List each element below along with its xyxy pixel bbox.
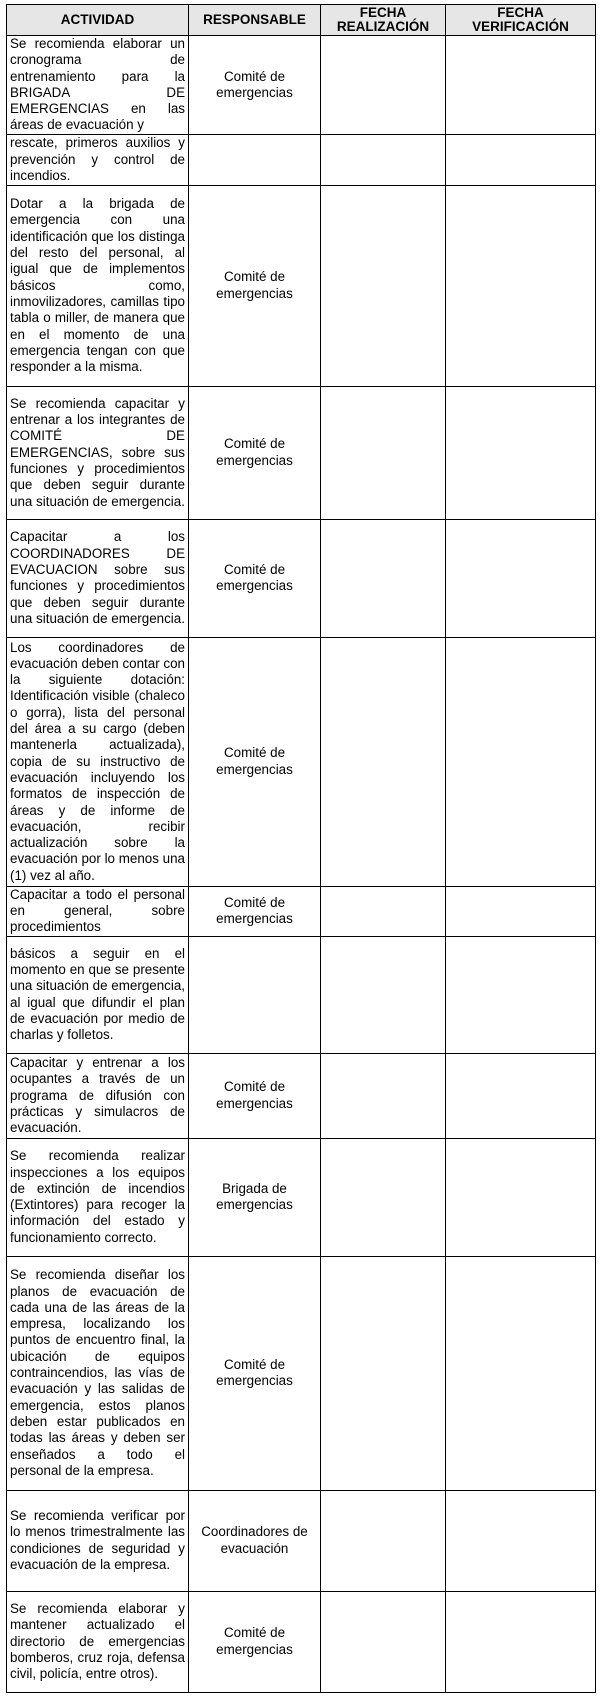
responsible-cell: [189, 936, 321, 1053]
header-row: [7, 5, 596, 36]
date-done-cell[interactable]: [321, 637, 446, 886]
responsible-cell: Comité de emergencias: [189, 1591, 321, 1692]
table-row: [7, 1138, 596, 1256]
date-verified-cell[interactable]: [446, 1490, 596, 1591]
table-row: [7, 519, 596, 637]
date-done-cell[interactable]: [321, 936, 446, 1053]
date-verified-cell[interactable]: [446, 1053, 596, 1138]
responsible-cell: Comité de emergencias: [189, 519, 321, 637]
activity-cell: básicos a seguir en el momento en que se presente una situación de emergencia, al igual que difundir el plan de evacuación por medio de charlas y folletos.: [7, 936, 189, 1053]
table-row: [7, 36, 596, 135]
responsible-cell: [189, 134, 321, 185]
date-verified-cell[interactable]: [446, 1138, 596, 1256]
date-verified-cell[interactable]: [446, 386, 596, 519]
table-row: [7, 637, 596, 886]
responsible-cell: Comité de emergencias: [189, 185, 321, 386]
date-done-cell[interactable]: [321, 1591, 446, 1692]
activity-table: [6, 4, 596, 1693]
table-row: [7, 1256, 596, 1490]
activity-cell: Capacitar a todo el personal en general, sobre procedimientos: [7, 886, 189, 936]
activity-cell: Capacitar a los COORDINADORES DE EVACUACION sobre sus funciones y procedimientos que deben seguir durante una situación de emergencia.: [7, 519, 189, 637]
table-row: [7, 1591, 596, 1692]
date-verified-cell[interactable]: [446, 36, 596, 135]
header-date-verified: FECHA VERIFICACIÓN: [446, 5, 596, 36]
table-row: [7, 886, 596, 936]
activity-cell: Se recomienda verificar por lo menos trimestralmente las condiciones de seguridad y evacuación de la empresa.: [7, 1490, 189, 1591]
responsible-cell: Comité de emergencias: [189, 637, 321, 886]
date-done-cell[interactable]: [321, 1053, 446, 1138]
date-verified-cell[interactable]: [446, 1591, 596, 1692]
date-done-cell[interactable]: [321, 386, 446, 519]
header-activity: ACTIVIDAD: [7, 5, 189, 36]
date-done-cell[interactable]: [321, 36, 446, 135]
activity-cell: Se recomienda capacitar y entrenar a los integrantes de COMITÉ DE EMERGENCIAS, sobre sus funciones y procedimientos que deben seguir durante una situación de emergencia.: [7, 386, 189, 519]
activity-cell: Se recomienda realizar inspecciones a los equipos de extinción de incendios (Extintores) para recoger la información del estado y funcionamiento correcto.: [7, 1138, 189, 1256]
date-verified-cell[interactable]: [446, 886, 596, 936]
date-done-cell[interactable]: [321, 134, 446, 185]
activity-cell: Se recomienda elaborar y mantener actualizado el directorio de emergencias bomberos, cruz roja, defensa civil, policía, entre otros).: [7, 1591, 189, 1692]
table-row: [7, 1490, 596, 1591]
date-verified-cell[interactable]: [446, 637, 596, 886]
date-done-cell[interactable]: [321, 1256, 446, 1490]
responsible-cell: Brigada de emergencias: [189, 1138, 321, 1256]
responsible-cell: Comité de emergencias: [189, 36, 321, 135]
date-verified-cell[interactable]: [446, 936, 596, 1053]
date-done-cell[interactable]: [321, 1490, 446, 1591]
responsible-cell: Comité de emergencias: [189, 1053, 321, 1138]
responsible-cell: Comité de emergencias: [189, 1256, 321, 1490]
table-row: [7, 386, 596, 519]
date-done-cell[interactable]: [321, 519, 446, 637]
activity-cell: rescate, primeros auxilios y prevención y control de incendios.: [7, 134, 189, 185]
activity-cell: Dotar a la brigada de emergencia con una identificación que los distinga del resto del personal, al igual que de implementos básicos como, inmovilizadores, camillas tipo tabla o miller, de manera que en el momento de una emergencia tengan con que responder a la misma.: [7, 185, 189, 386]
date-done-cell[interactable]: [321, 185, 446, 386]
activity-cell: Se recomienda elaborar un cronograma de entrenamiento para la BRIGADA DE EMERGENCIAS en las áreas de evacuación y: [7, 36, 189, 135]
table-row: [7, 185, 596, 386]
table-row: [7, 936, 596, 1053]
activity-cell: Los coordinadores de evacuación deben contar con la siguiente dotación: Identificación visible (chaleco o gorra), lista del personal del área a su cargo (deben mantenerla actualizada), copia de su instructivo de evacuación incluyendo los formatos de inspección de áreas y de informe de evacuación, recibir actualización sobre la evacuación por lo menos una (1) vez al año.: [7, 637, 189, 886]
responsible-cell: Coordinadores de evacuación: [189, 1490, 321, 1591]
header-date-done: FECHA REALIZACIÓN: [321, 5, 446, 36]
responsible-cell: Comité de emergencias: [189, 886, 321, 936]
activity-cell: Se recomienda diseñar los planos de evacuación de cada una de las áreas de la empresa, localizando los puntos de encuentro final, la ubicación de equipos contraincendios, las vías de evacuación y las salidas de emergencia, estos planos deben estar publicados en todas las áreas y deben ser enseñados a todo el personal de la empresa.: [7, 1256, 189, 1490]
table-row: [7, 134, 596, 185]
activity-cell: Capacitar y entrenar a los ocupantes a través de un programa de difusión con prácticas y simulacros de evacuación.: [7, 1053, 189, 1138]
date-verified-cell[interactable]: [446, 185, 596, 386]
date-done-cell[interactable]: [321, 886, 446, 936]
date-verified-cell[interactable]: [446, 519, 596, 637]
date-done-cell[interactable]: [321, 1138, 446, 1256]
table-row: [7, 1053, 596, 1138]
header-responsible: RESPONSABLE: [189, 5, 321, 36]
date-verified-cell[interactable]: [446, 1256, 596, 1490]
responsible-cell: Comité de emergencias: [189, 386, 321, 519]
date-verified-cell[interactable]: [446, 134, 596, 185]
